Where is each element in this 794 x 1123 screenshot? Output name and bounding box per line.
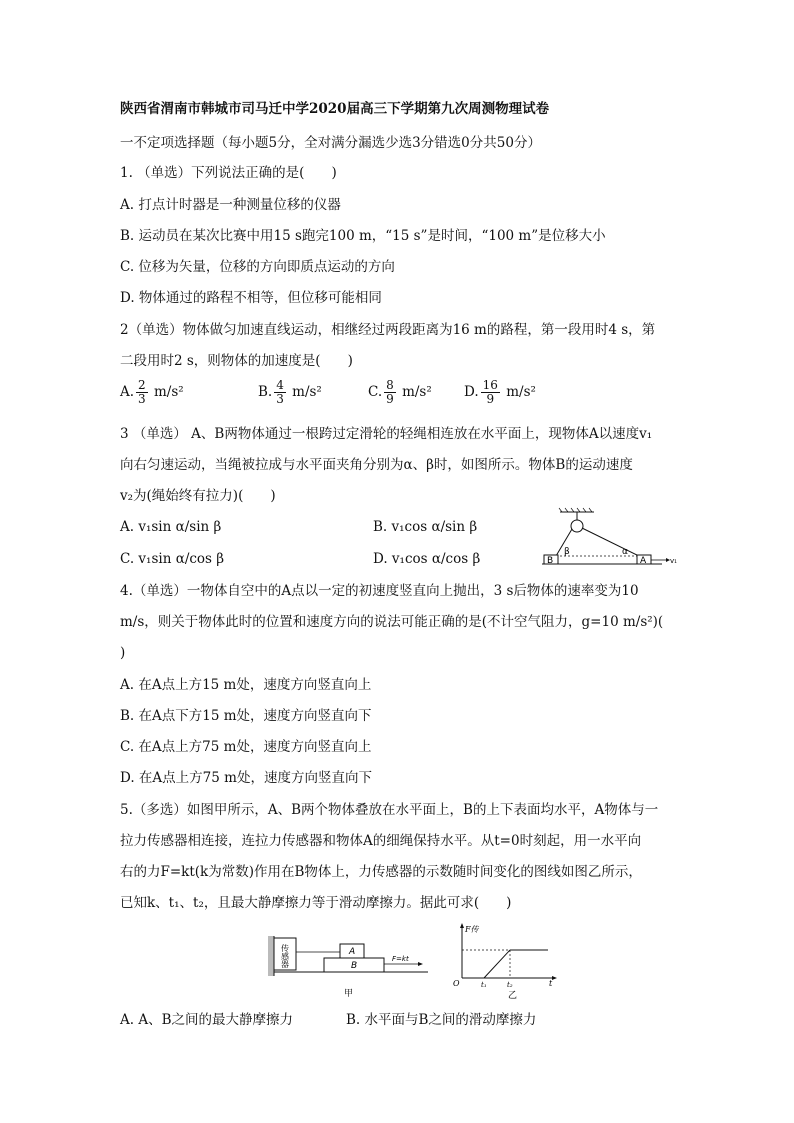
curve-rise xyxy=(484,950,510,978)
unit: m/s² xyxy=(153,384,184,400)
q3-stem-line3: v₂为(绳始终有拉力)( ) xyxy=(120,488,276,504)
q4-option-b: B. 在A点下方15 m处，速度方向竖直向下 xyxy=(120,708,372,724)
q2-stem-line1: 2（单选）物体做匀加速直线运动，相继经过两段距离为16 m的路程，第一段用时4 s，第 xyxy=(120,322,656,338)
label-v1: v₁ xyxy=(670,557,677,565)
q2-stem-line2: 二段用时2 s，则物体的加速度是( ) xyxy=(120,353,353,369)
caption-yi: 乙 xyxy=(508,991,518,1001)
option-label: A. xyxy=(120,384,135,400)
pulley-diagram xyxy=(536,506,676,572)
label-a: A xyxy=(640,556,647,566)
q5-option-b: B. 水平面与B之间的滑动摩擦力 xyxy=(346,1012,537,1028)
q3-option-b: B. v₁cos α/sin β xyxy=(373,519,478,535)
figure-yi-graph xyxy=(452,920,562,1002)
fraction: $\frac{8}{9}$ xyxy=(386,378,394,406)
label-beta: β xyxy=(564,547,570,557)
t2-label: t₂ xyxy=(507,981,513,989)
option-label: C. xyxy=(368,384,383,400)
y-axis-label: F传 xyxy=(465,925,479,934)
caption-jia: 甲 xyxy=(344,989,354,999)
fraction: $\frac{16}{9}$ xyxy=(482,378,498,406)
q1-option-b: B. 运动员在某次比赛中用15 s跑完100 m，“15 s”是时间，“100 m”是位移大小 xyxy=(120,228,606,244)
q3-option-d: D. v₁cos α/cos β xyxy=(373,551,481,567)
block-a-label: A xyxy=(349,947,356,957)
ceiling xyxy=(559,508,594,512)
figure-jia xyxy=(268,930,438,1002)
q5-stem-line4: 已知k、t₁、t₂，且最大静摩擦力等于滑动摩擦力。据此可求( ) xyxy=(120,895,512,911)
origin-label: O xyxy=(453,979,460,988)
q3-stem-line1: 3 （单选） A、B两物体通过一根跨过定滑轮的轻绳相连放在水平面上，现物体A以速度v₁ xyxy=(120,426,653,442)
q3-option-c: C. v₁sin α/cos β xyxy=(120,551,225,567)
force-label: F=kt xyxy=(392,955,409,963)
t1-label: t₁ xyxy=(481,981,487,989)
label-alpha: α xyxy=(622,547,628,557)
q2-option-a xyxy=(120,379,184,406)
wall-hatch xyxy=(268,936,274,976)
q4-stem-line2: m/s，则关于物体此时的位置和速度方向的说法可能正确的是(不计空气阻力，g=10 m/s²)( xyxy=(120,614,664,630)
q2-option-b xyxy=(258,379,322,406)
q1-option-d: D. 物体通过的路程不相等，但位移可能相同 xyxy=(120,290,382,306)
fraction: $\frac{2}{3}$ xyxy=(138,378,146,406)
q5-stem-line3: 右的力F=kt(k为常数)作用在B物体上，力传感器的示数随时间变化的图线如图乙所示， xyxy=(120,864,642,880)
option-label: B. xyxy=(258,384,273,400)
q3-option-a: A. v₁sin α/sin β xyxy=(120,519,222,535)
q2-option-c xyxy=(368,379,432,406)
unit: m/s² xyxy=(506,384,536,400)
q5-option-a: A. A、B之间的最大静摩擦力 xyxy=(120,1012,294,1028)
q4-stem-line1: 4.（单选）一物体自空中的A点以一定的初速度竖直向上抛出，3 s后物体的速率变为10 xyxy=(120,583,639,599)
q1-option-a: A. 打点计时器是一种测量位移的仪器 xyxy=(120,197,341,213)
q4-stem-line3: ) xyxy=(120,645,126,661)
q4-option-c: C. 在A点上方75 m处，速度方向竖直向上 xyxy=(120,739,372,755)
rope-right xyxy=(582,528,639,556)
page-title: 陕西省渭南市韩城市司马迁中学2020届高三下学期第九次周测物理试卷 xyxy=(120,101,550,117)
option-label: D. xyxy=(464,384,479,400)
q4-option-a: A. 在A点上方15 m处，速度方向竖直向上 xyxy=(120,677,372,693)
label-b: B xyxy=(547,556,554,566)
t-label: t xyxy=(549,979,553,988)
block-b-label: B xyxy=(351,961,358,971)
q1-stem: 1. （单选）下列说法正确的是( ) xyxy=(120,165,337,181)
sensor-label: 传感器 xyxy=(280,944,290,968)
q5-stem-line1: 5.（多选）如图甲所示，A、B两个物体叠放在水平面上，B的上下表面均水平，A物体与一 xyxy=(120,802,659,818)
pulley xyxy=(571,520,583,532)
q4-option-d: D. 在A点上方75 m处，速度方向竖直向下 xyxy=(120,770,372,786)
q1-option-c: C. 位移为矢量，位移的方向即质点运动的方向 xyxy=(120,259,395,275)
section-heading: 一不定项选择题（每小题5分，全对满分漏选少选3分错选0分共50分） xyxy=(120,135,541,151)
q3-stem-line2: 向右匀速运动，当绳被拉成与水平面夹角分别为α、β时，如图所示。物体B的运动速度 xyxy=(120,457,633,473)
unit: m/s² xyxy=(292,384,322,400)
unit: m/s² xyxy=(402,384,432,400)
fraction: $\frac{4}{3}$ xyxy=(276,378,284,406)
q5-stem-line2: 拉力传感器相连接，连拉力传感器和物体A的细绳保持水平。从t=0时刻起，用一水平向 xyxy=(120,833,642,849)
q2-option-d xyxy=(464,379,536,406)
